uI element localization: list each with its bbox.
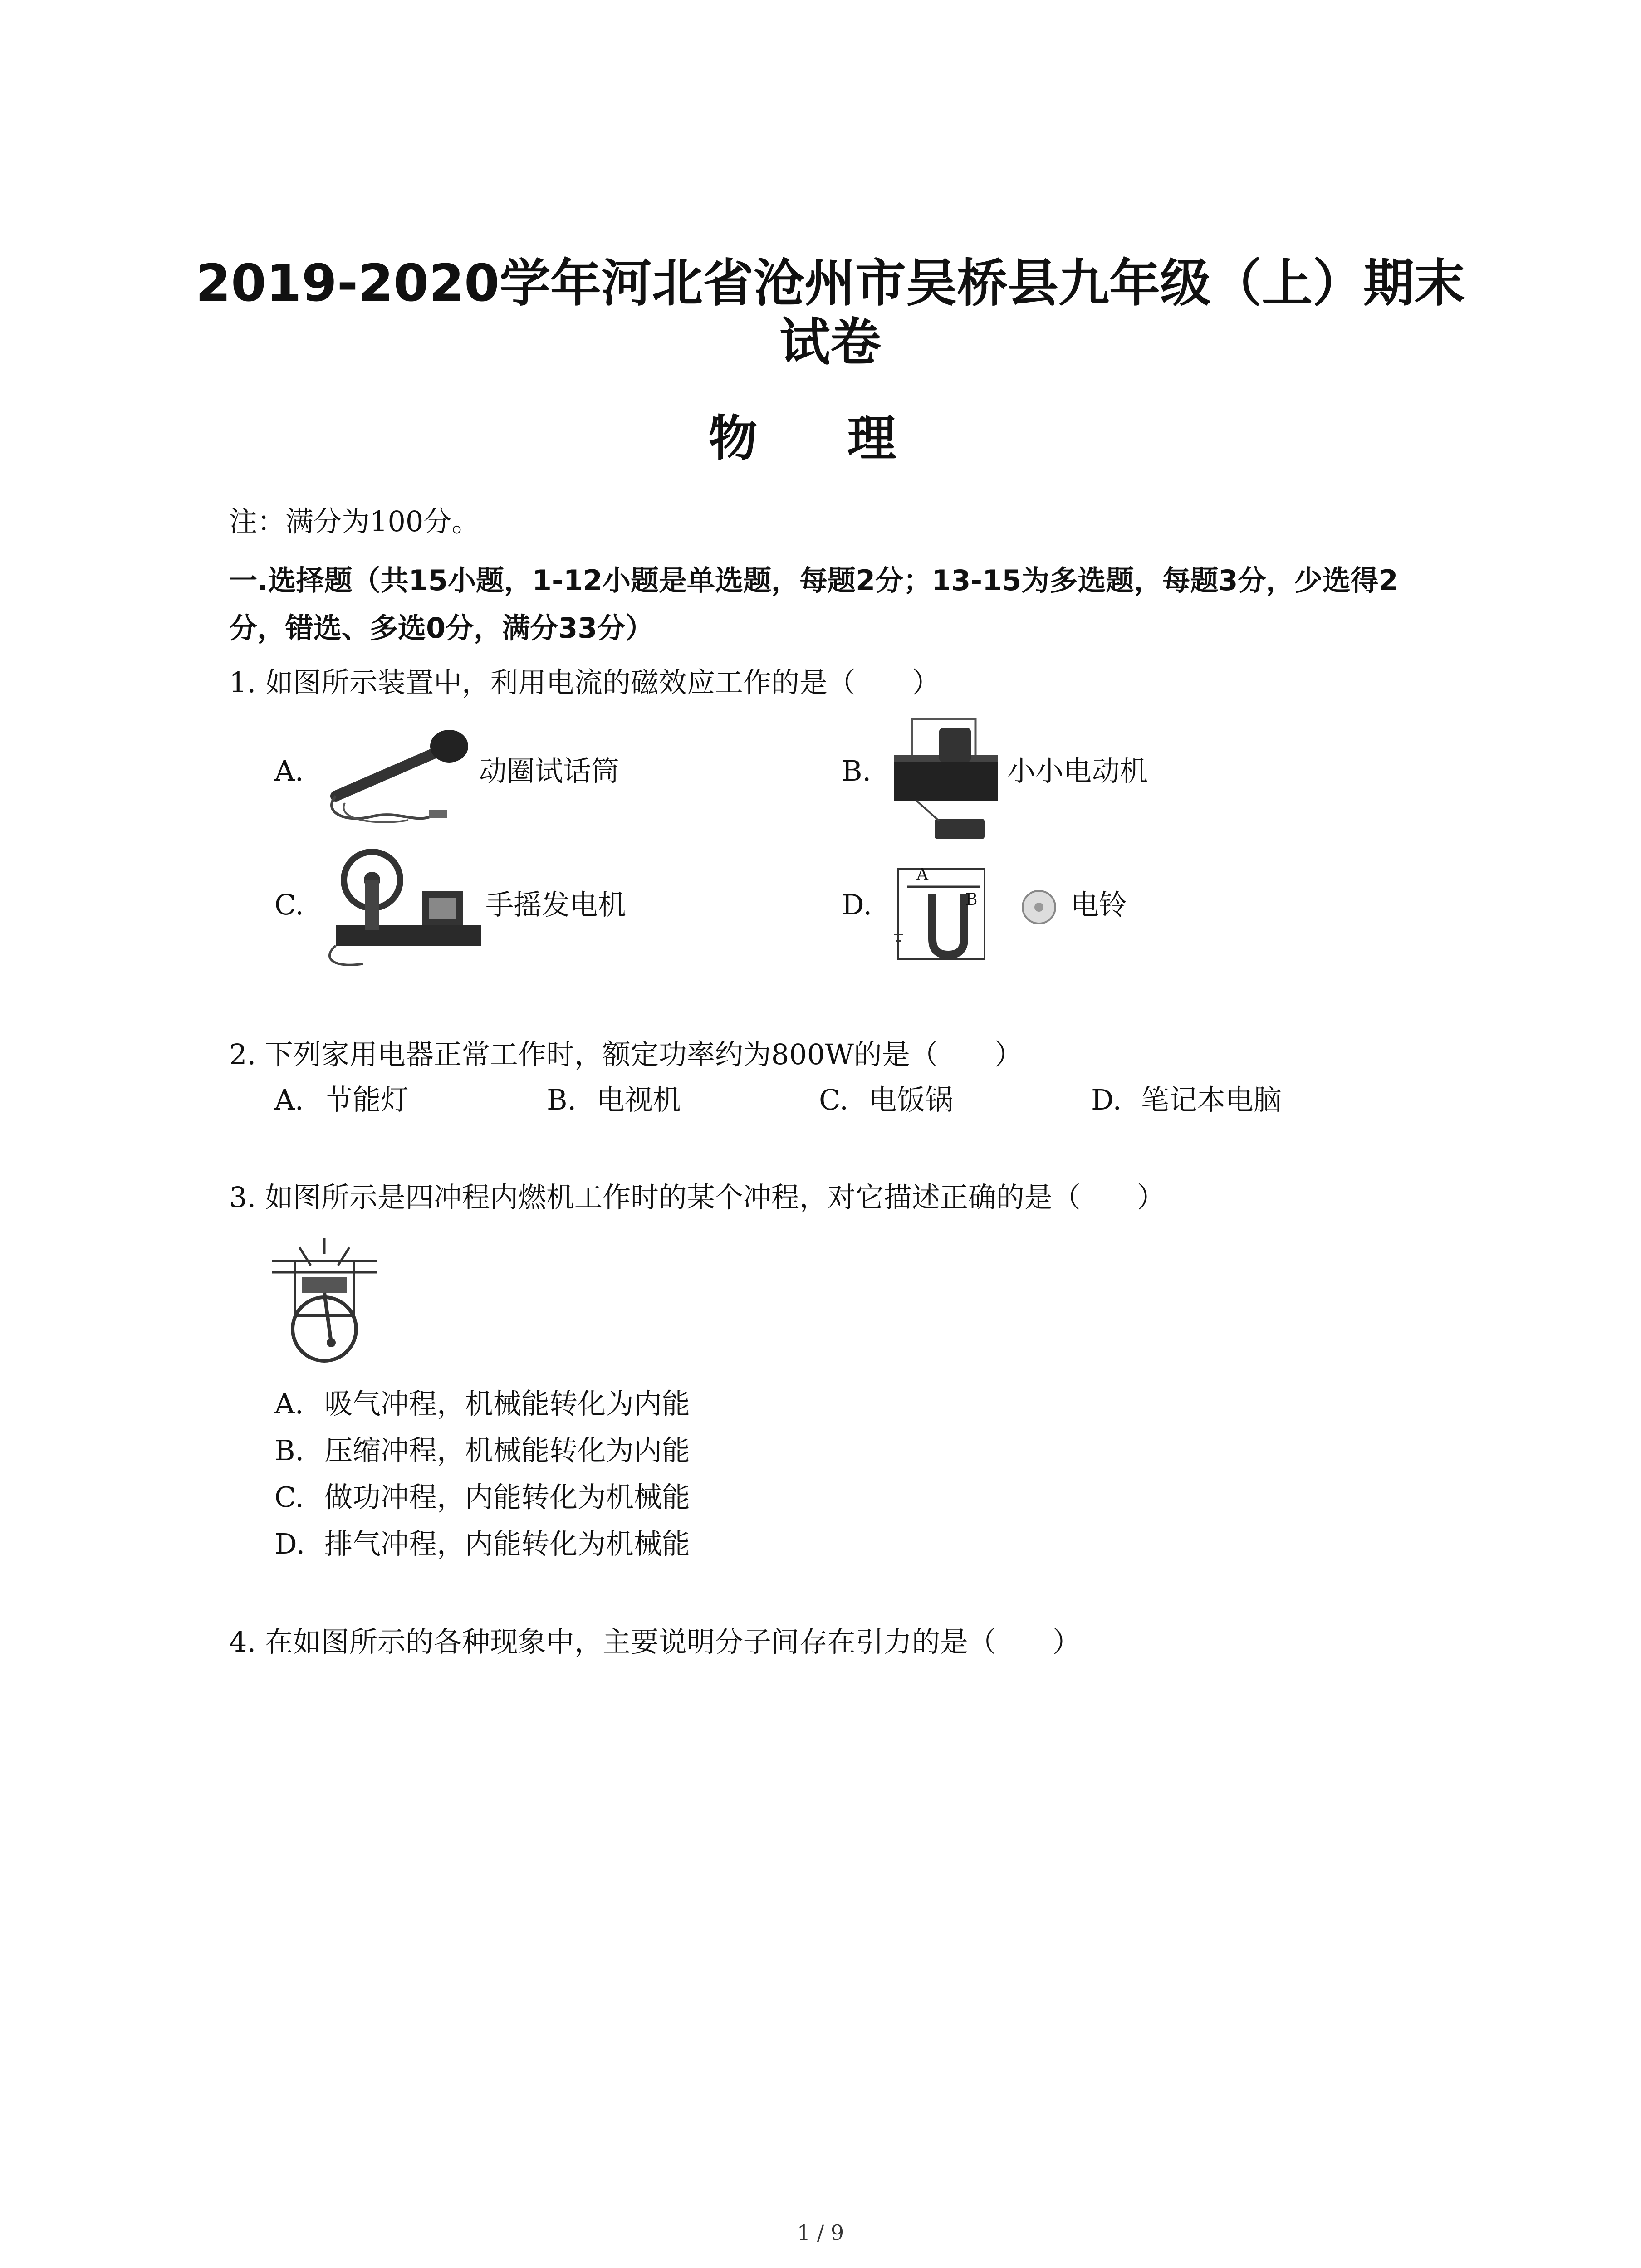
q1-option-b-letter: B. bbox=[842, 754, 872, 787]
q3-option-d-text: 排气冲程，内能转化为机械能 bbox=[324, 1527, 691, 1560]
q1-option-d-letter: D. bbox=[842, 888, 872, 921]
microphone-icon bbox=[318, 717, 481, 830]
q1-option-c-letter: C. bbox=[274, 888, 304, 921]
q3-option-a-letter: A. bbox=[274, 1387, 304, 1420]
q3-option-a-text: 吸气冲程，机械能转化为内能 bbox=[324, 1387, 691, 1420]
q1-option-a-letter: A. bbox=[274, 754, 304, 787]
generator-icon bbox=[318, 848, 490, 971]
engine-cylinder-icon bbox=[268, 1234, 381, 1370]
figure-label-a: A bbox=[916, 865, 928, 884]
score-note: 注：满分为100分。 bbox=[229, 505, 480, 538]
q2-option-b-letter: B. bbox=[547, 1083, 577, 1116]
q2-option-c-letter: C. bbox=[819, 1083, 848, 1116]
exam-title-line1: 2019-2020学年河北省沧州市吴桥县九年级（上）期末 bbox=[196, 254, 1465, 313]
q1-option-b-text: 小小电动机 bbox=[1007, 754, 1148, 787]
q2-option-a-letter: A. bbox=[274, 1083, 304, 1116]
question-3-stem: 3. 如图所示是四冲程内燃机工作时的某个冲程，对它描述正确的是（ ） bbox=[229, 1181, 1165, 1214]
q3-option-c-text: 做功冲程，内能转化为机械能 bbox=[324, 1481, 691, 1514]
q3-option-c-letter: C. bbox=[274, 1481, 304, 1514]
page-number: 1 / 9 bbox=[797, 2220, 844, 2245]
exam-title-line2: 试卷 bbox=[779, 313, 881, 372]
section-heading-line1: 一.选择题（共15小题，1-12小题是单选题，每题2分；13-15为多选题，每题3分，少选得2 bbox=[229, 564, 1398, 597]
q2-option-a-text: 节能灯 bbox=[324, 1083, 409, 1116]
q1-option-c-text: 手摇发电机 bbox=[485, 888, 627, 921]
subject-title: 物 理 bbox=[708, 411, 933, 467]
q2-option-d-letter: D. bbox=[1091, 1083, 1122, 1116]
figure-label-b: B bbox=[965, 890, 978, 909]
motor-icon bbox=[885, 705, 1007, 850]
bell-circuit-icon bbox=[889, 853, 1062, 971]
question-2-stem: 2. 下列家用电器正常工作时，额定功率约为800W的是（ ） bbox=[229, 1038, 1023, 1071]
q1-option-d-text: 电铃 bbox=[1071, 888, 1127, 921]
q2-option-b-text: 电视机 bbox=[597, 1083, 681, 1116]
q3-option-d-letter: D. bbox=[274, 1527, 305, 1560]
q3-option-b-text: 压缩冲程，机械能转化为内能 bbox=[324, 1434, 691, 1467]
question-4-stem: 4. 在如图所示的各种现象中，主要说明分子间存在引力的是（ ） bbox=[229, 1625, 1081, 1658]
section-heading-line2: 分，错选、多选0分，满分33分） bbox=[229, 611, 654, 645]
q3-option-b-letter: B. bbox=[274, 1434, 304, 1467]
question-1-stem: 1. 如图所示装置中，利用电流的磁效应工作的是（ ） bbox=[229, 666, 940, 699]
q2-option-c-text: 电饭锅 bbox=[869, 1083, 954, 1116]
q2-option-d-text: 笔记本电脑 bbox=[1141, 1083, 1282, 1116]
q1-option-a-text: 动圈试话筒 bbox=[479, 754, 620, 787]
